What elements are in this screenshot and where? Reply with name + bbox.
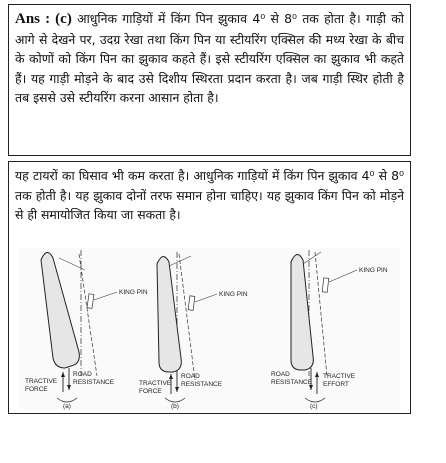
left-label-line2: RESISTANCE <box>271 379 313 386</box>
caption-b: (b) <box>171 403 179 410</box>
left-label-line2: FORCE <box>139 388 162 395</box>
arrow-head <box>61 372 65 377</box>
wheel-tilted-left <box>41 252 79 368</box>
king-pin-label: KING PIN <box>359 267 388 274</box>
king-pin-block <box>87 294 94 309</box>
right-label-line2: EFFORT <box>323 381 349 388</box>
king-pin-axis <box>79 254 97 376</box>
panel-c <box>271 250 388 410</box>
continuation-box <box>8 161 411 414</box>
left-label-line1: TRACTIVE <box>25 378 58 385</box>
left-label-line1: ROAD <box>271 371 290 378</box>
continuation-paragraph: यह टायरों का घिसाव भी कम करता है। आधुनिक गाड़ियों में किंग पिन झुकाव 4⁰ से 8⁰ तक होती है। यह झुकाव दोनों तरफ समान होना चाहिए। यह झुकाव किंग पिन को मोड़ने से ही समायोजित किया जा सकता है। <box>15 168 404 223</box>
answer-prefix: Ans : (c) <box>15 11 72 27</box>
arrow-head <box>67 385 71 390</box>
king-pin-label: KING PIN <box>119 289 148 296</box>
right-label-line1: ROAD <box>73 371 92 378</box>
wheel-near-vertical <box>291 254 313 370</box>
right-label-line1: TRACTIVE <box>323 373 356 380</box>
king-pin-inclination-figure <box>19 248 400 410</box>
king-pin-axis <box>315 252 327 376</box>
rotation-arrow <box>57 398 77 402</box>
arrow-head <box>175 387 179 392</box>
panel-b <box>139 252 248 410</box>
caption-a: (a) <box>63 403 71 410</box>
king-pin-block <box>322 278 328 292</box>
answer-box <box>8 4 411 156</box>
arrow-head <box>315 372 319 377</box>
right-label-line2: RESISTANCE <box>181 381 223 388</box>
king-pin-diagram <box>19 248 400 410</box>
king-pin-leader <box>195 294 217 302</box>
left-label-line1: TRACTIVE <box>139 380 172 387</box>
panel-a <box>25 250 148 410</box>
answer-text: आधुनिक गाड़ियों में किंग पिन झुकाव 4⁰ से 8⁰ तक होता है। गाड़ी को आगे से देखने पर, उदग्र रेखा तथा किंग पिन या स्टीयरिंग एक्सिल की मध्य रेखा के बीच के कोणों को किंग पिन का झुकाव कहते हैं। इसे स्टीयरिंग एक्सिल का झुकाव भी कहते हैं। यह गाड़ी मोड़ने के बाद उसे दिशीय स्थिरता प्रदान करता है। जब गाड़ी स्थिर होती है तब इससे उसे स्टीयरिंग करना आसान होता है। <box>15 11 405 106</box>
king-pin-leader <box>329 270 357 282</box>
king-pin-block <box>188 296 195 311</box>
rotation-arrow <box>165 398 185 402</box>
angle-pointer <box>303 252 321 264</box>
wheel-slightly-tilted <box>157 256 181 372</box>
left-label-line2: FORCE <box>25 386 48 393</box>
rotation-arrow <box>305 398 325 402</box>
king-pin-label: KING PIN <box>219 291 248 298</box>
arrow-head <box>169 374 173 379</box>
right-label-line2: RESISTANCE <box>73 379 115 386</box>
caption-c: (c) <box>310 403 318 410</box>
king-pin-leader <box>94 292 117 300</box>
right-label-line1: ROAD <box>181 373 200 380</box>
answer-paragraph <box>15 9 404 108</box>
